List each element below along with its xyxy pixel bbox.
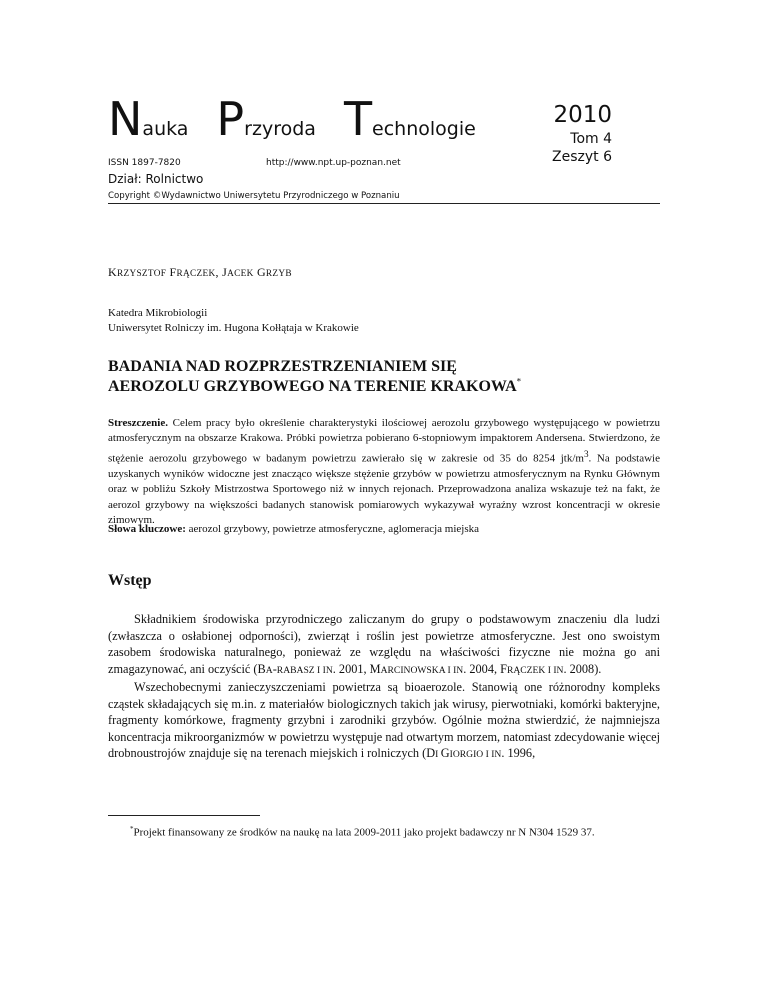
- affiliation-line: Uniwersytet Rolniczy im. Hugona Kołłątaja w Krakowie: [108, 322, 359, 334]
- journal-title-word: Przyroda: [216, 92, 316, 146]
- journal-url[interactable]: http://www.npt.up-poznan.net: [266, 158, 401, 168]
- issue-year: 2010: [553, 102, 612, 128]
- text-run: . 2008).: [563, 661, 602, 676]
- text-run: G: [440, 746, 450, 760]
- article-title-line: AEROZOLU GRZYBOWEGO NA TERENIE KRAKOWA*: [108, 376, 522, 395]
- journal-section: Dział: Rolnictwo: [108, 172, 204, 186]
- footnote-marker: *: [130, 825, 134, 833]
- text-run: RABASZ I IN: [276, 664, 333, 676]
- text-run: I: [435, 749, 441, 760]
- volume: Tom 4: [570, 131, 612, 147]
- author-name: JACEK GRZYB: [222, 265, 292, 279]
- abstract-label: Streszczenie.: [108, 417, 168, 429]
- text-run: ARCINOWSKA I IN: [380, 664, 464, 676]
- header-divider: [108, 203, 660, 204]
- article-title-line: BADANIA NAD ROZPRZESTRZENIANIEM SIĘ: [108, 358, 457, 375]
- text-run: A: [265, 664, 273, 676]
- text-run: -: [272, 661, 277, 676]
- text-run: . 2004,: [463, 661, 501, 676]
- text-run: . 2001,: [332, 661, 370, 676]
- footnote-divider: [108, 815, 260, 816]
- copyright: Copyright ©Wydawnictwo Uniwersytetu Przyrodniczego w Poznaniu: [108, 191, 400, 201]
- text-run: F: [500, 661, 507, 676]
- issue-number: Zeszyt 6: [552, 149, 612, 165]
- body-text: [108, 611, 660, 764]
- journal-title-word: Nauka: [108, 92, 189, 146]
- text-run: Składnikiem środowiska przyrodniczego zaliczanym do grupy o podstawowym znaczeniu dla ludzi (zwłaszcza o osłabionej odporności), zwierząt i roślin jest powietrze atmosferyczne. Jest ono swoistym zasobem środowiska naturalnego, ponieważ ze względu na właściwości fizyczne nie można go ani zmagazynować, ani oczyścić (: [108, 612, 660, 676]
- keywords-label: Słowa kluczowe:: [108, 523, 186, 535]
- journal-title: [108, 92, 504, 146]
- text-run: B: [257, 661, 266, 676]
- text-run: D: [426, 746, 436, 760]
- text-run: Wszechobecnymi zanieczyszczeniami powietrza są bioaerozole. Stanowią one różnorodny kompleks cząstek składających się m.in. z materiałów biologicznych takich jak wirusy, pierwotniaki, komórki bakteryjne, fragmenty komórkowe, fragmenty grzybni i zarodniki grzybów. Ogólnie można stwierdzić, że najmniejsza koncentracja mikroorganizmów w powietrzu występuje nad otwartym morzem, natomiast zdecydowanie więcej drobnoustrojów znajduje się na terenach miejskich i rolniczych (: [108, 680, 660, 760]
- title-footnote-marker: *: [516, 376, 522, 387]
- issn: ISSN 1897-7820: [108, 158, 181, 168]
- author-name: KRZYSZTOF FRĄCZEK: [108, 265, 216, 279]
- paragraph: [108, 611, 660, 679]
- abstract: Streszczenie. Celem pracy było określenie charakterystyki ilościowej aerozolu grzybowego występującego w powietrzu atmosferycznym na obszarze Krakowa. Próbki powietrza pobierano 6-stopniowym impaktorem Andersena. Stwierdzono, że stężenie aerozolu grzybowego w badanym powietrzu zawierało się w zakresie od 35 do 8254 jtk/$m^3$. Na podstawie uzyskanych wyników widoczne jest znacząco większe stężenie grzybów w powietrzu atmosferycznym na Rynku Głównym oraz w pobliżu Szkoły Mistrzostwa Sportowego niż w innych rejonach. Przeprowadzona analiza wskazuje też na fakt, że aerozol grzybowy na większości badanych stanowisk pomiarowych wykazywał wyraźny wzrost koncentracji w okresie zimowym.: [108, 417, 660, 527]
- section-heading: Wstęp: [108, 572, 152, 589]
- paragraph: [108, 679, 660, 764]
- journal-title-word: Technologie: [343, 92, 476, 146]
- footnote: *Projekt finansowany ze środków na naukę na lata 2009-2011 jako projekt badawczy nr N N304 1529 37.: [130, 825, 595, 839]
- author-list: KRZYSZTOF FRĄCZEK, JACEK GRZYB: [108, 265, 292, 279]
- affiliation: [108, 306, 359, 336]
- article-title: [108, 357, 521, 397]
- affiliation-line: Katedra Mikrobiologii: [108, 307, 208, 319]
- text-run: IORGIO I IN: [449, 749, 502, 760]
- keywords: Słowa kluczowe: aerozol grzybowy, powietrze atmosferyczne, aglomeracja miejska: [108, 523, 480, 535]
- text-run: RĄCZEK I IN: [506, 664, 564, 676]
- text-run: . 1996,: [501, 746, 536, 760]
- text-run: M: [369, 661, 381, 676]
